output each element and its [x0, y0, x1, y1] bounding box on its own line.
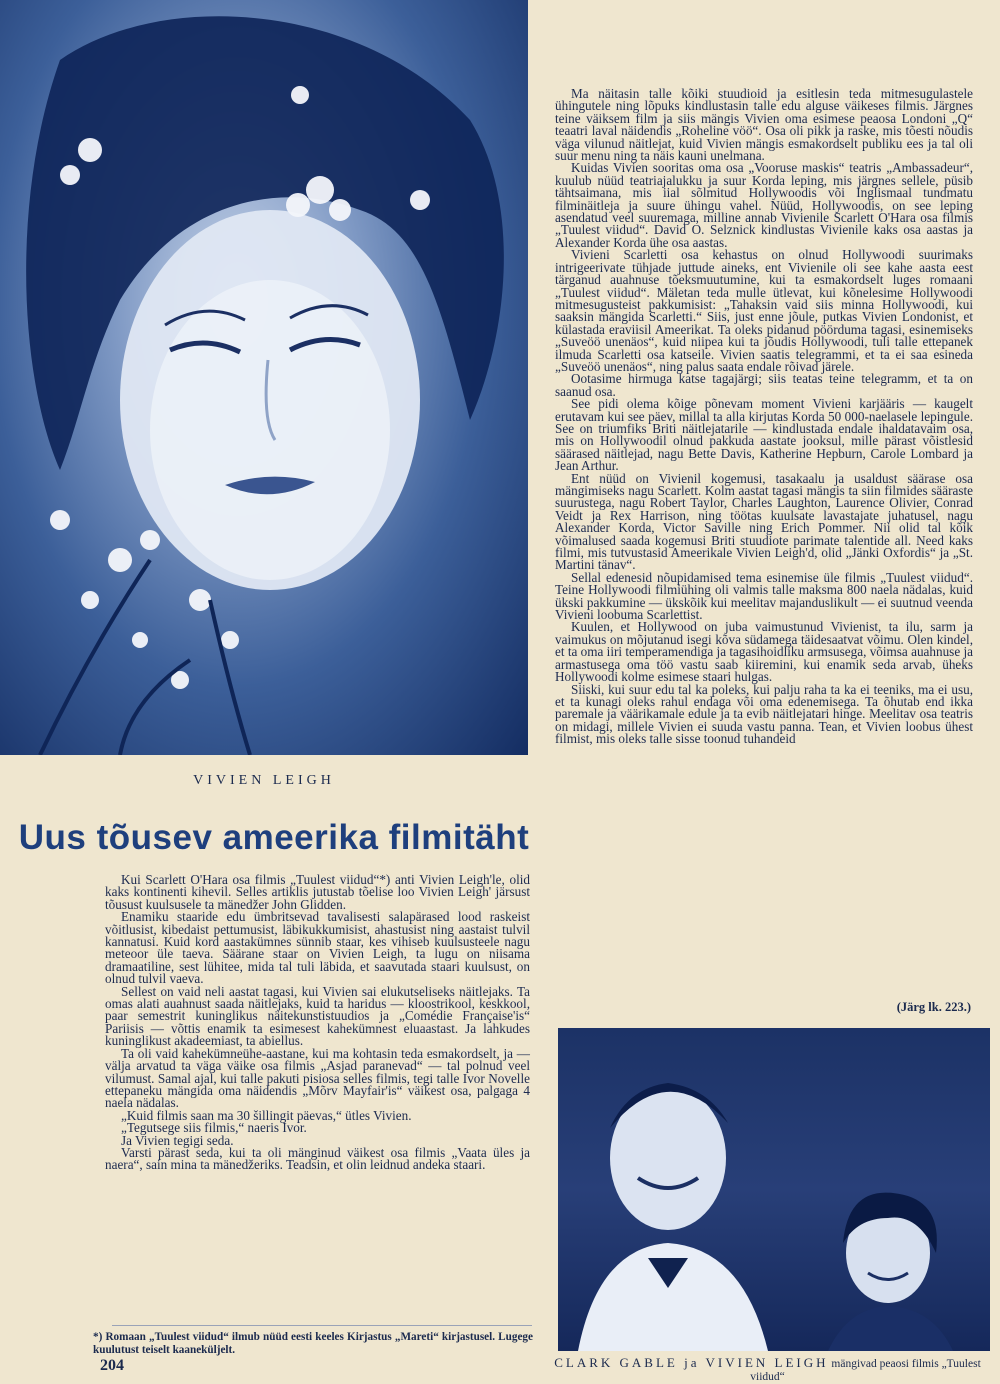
paragraph: Ta oli vaid kahekümneühe-aastane, kui ma kohtasin teda esmakordselt, ja — välja arvatud ta väga väike osa filmis „Asjad paranevad“ — tal polnud veel vilumust. Samal ajal, kui talle pakuti pisiosa selles filmis, tegi talle Ivor Novelle ettepaneku mängida oma näidendis „Mõrv Mayfair'is“ väikest osa, palgaga 4 naela nädalas. — [105, 1045, 530, 1111]
page-number: 204 — [100, 1357, 124, 1374]
continuation-note: (Järg lk. 223.) — [896, 1000, 971, 1014]
paragraph: „Tegutsege siis filmis,“ naeris Ivor. — [121, 1120, 307, 1136]
footnote-rule — [112, 1325, 532, 1326]
paragraph: Sellest on vaid neli aastat tagasi, kui Vivien sai elukutseliseks näitlejaks. Ta omas alati auahnust saada näitlejaks, kuid ta haridus — kloostrikool, keskkool, paar semestrit kuninglikus näitekunstistuudios ja „Comédie Française'is“ Pariisis — võttis enamik ta esimesest kahekümnest eluaastast. Ja lahkudes kuninglikust akadeemiast, ta abiellus. — [105, 983, 530, 1049]
paragraph: See pidi olema kõige põnevam moment Vivieni karjääris — kaugelt erutavam kui see päev, millal ta alla kirjutas Korda 50 000-naelasele lepingule. See on triumfiks Briti näitlejatarile — kindlustada endale ihaldatavaim osa, mis on Hollywoodil olnud pakkuda aastate jooksul, mille pärast võistlesid säärased näitlejad, nagu Bette Davis, Katherine Hepburn, Carole Lombard ja Jean Arthur. — [555, 396, 973, 474]
article-headline: Uus tõusev ameerika filmitäht — [18, 818, 530, 857]
portrait-photo — [0, 0, 528, 755]
gable-leigh-photo — [558, 1028, 990, 1351]
portrait-caption: VIVIEN LEIGH — [193, 773, 335, 788]
paragraph: Ent nüüd on Vivienil kogemusi, tasakaalu ja usaldust säärase osa mängimiseks nagu Scarlett. Kolm aastat tagasi mängis ta siin filmides sääraste suurustega, nagu Robert Taylor, Charles Laughton, Laurence Olivier, Conrad Veidt ja Rex Harrison, ning töötas kuulsate lavastajate juhatusel, nagu Alexander Korda, Victor Saville ning Erich Pommer. Nii olid tal kõik võimalused saada kogemusi Briti stuudiote parimate talentide all. Need kaks filmi, mis tutvustasid Ameerikale Vivien Leigh'd, olid „Jänki Oxfordis“ ja „St. Martini tänav“. — [555, 470, 973, 573]
paragraph: Ja Vivien tegigi seda. — [121, 1132, 234, 1148]
photo-caption-text: mängivad peaosi filmis „Tuulest viidud“ — [750, 1358, 981, 1383]
paragraph: Siiski, kui suur edu tal ka poleks, kui palju raha ta ka ei teeniks, ma ei usu, et ta kunagi oleks rahul endaga või oma edenemisega. Ta õhutab end ikka paremale ja väärikamale edule ja ta evib näitlejatari hinge. Meelitav osa teatris on midagi, millele Vivien ei suuda vastu panna. Tean, et Vivien loobus ühest filmist, mis oleks talle sisse toonud tuhandeid — [555, 681, 973, 747]
right-column — [555, 88, 973, 746]
photo-caption-names: CLARK GABLE ja VIVIEN LEIGH — [554, 1355, 829, 1370]
left-column — [105, 874, 530, 1172]
portrait-illustration — [0, 0, 528, 755]
paragraph: Sellal edenesid nõupidamised temа esinemise üle filmis „Tuulest viidud“. Teine Hollywoodi filmiühing oli valmis talle maksma 800 naela nädalas, kuid ükski pakkumine — ükskõik kui meelitav majanduslikult — ei suutnud veenda Vivieni loobuma Scarlettist. — [555, 569, 973, 623]
paragraph: Enamiku staaride edu ümbritsevad tavalisesti salapärased lood raskeist võitlusist, kibedaist pettumusist, läbikukkumisist, ahastusist ning aastaist tulvil kannatusi. Kuid kord aastakümnes sünnib staar, kes vihiseb kuulsusteele nagu meteoor üle taeva. Säärane staar on Vivien Leigh, ta lugu on niisama dramaatiline, sest lühitee, mida tal tuli läbida, et saavutada staari kuulsust, on olnud tulvil vaeva. — [105, 909, 530, 987]
paragraph: Kuulen, et Hollywood on juba vaimustunud Vivienist, ta ilu, sarm ja vaimukus on mõjutanud isegi kõva südamega täidesaatvat võimu. Olen kindel, et ta oma iiri temperamendiga ja tagasihoidliku armsusega, võimsa auahnuse ja armastusega oma töö vastu saab kiiremini, kui enamik seda arvab, üheks Hollywoodi kolme esimese staari hulgas. — [555, 619, 973, 685]
paragraph: Vivieni Scarletti osa kehastus on olnud Hollywoodi suurimaks intrigeerivate tühjade juttude aineks, ent Vivienile oli see kahe aasta eest tärganud auahnuse tõeksmuutumine, kui ta esmakordselt luges romaani „Tuulest viidud“. Mäletan teda mulle ütlevat, kui kõnelesime Hollywoodi mitmesugusteist pakkumisist: „Tahaksin vaid siis minna Hollywoodi, kui saaksin mängida Scarletti.“ Siis, just enne jõule, putkas Vivien Londonist, et külastada eraviisil Ameerikat. Ta oleks pidanud pöörduma tagasi, esinemiseks „Suveöö unenäos“, kuid niipea kui ta jõudis Hollywoodi, tuli talle ettepanek ilmuda Scarletti osa katseile. Vivien saatis telegrammi, et ta ei saa esineda „Suveöö unenäos“, ning palus saata endale rõivad järele. — [555, 247, 973, 374]
paragraph: Varsti pärast seda, kui ta oli mänginud väikest osa filmis „Vaata üles ja naera“, sain mina ta mänedžeriks. Teadsin, et olin leidnud andeka staari. — [105, 1144, 530, 1173]
footnote: *) Romaan „Tuulest viidud“ ilmub nüüd eesti keeles Kirjastus „Mareti“ kirjastusel. Lugege kuulutust teiselt kaaneküljelt. — [93, 1331, 533, 1356]
paragraph: Kui Scarlett O'Hara osa filmis „Tuulest viidud“*) anti Vivien Leigh'le, olid kaks kontinenti kihevil. Selles artiklis jutustab tõelise loo Vivien Leigh' järsust tõusust kuulsusele ta mänedžer John Glidden. — [105, 872, 530, 912]
photo-illustration — [558, 1028, 990, 1351]
paragraph: Kuidas Vivien sooritas oma osa „Vooruse maskis“ teatris „Ambassadeur“, kuulub nüüd teatriajalukku ja suur Korda leping, mis järgnes sellele, püsib tähtsaimana, mis iial sõlmitud Hollywoodis või Inglismaal tundmatu filminäitleja ja suure ühingu vahel. Nüüd, Hollywoodis, on see leping asendatud veel suuremaga, milline annab Vivienile Scarlett O'Hara osa filmis „Tuulest viidud“. David O. Selznick kindlustas Vivienile kaks osa aastas ja Alexander Korda ühe osa aastas. — [555, 160, 973, 250]
paragraph: Ma näitasin talle kõiki stuudioid ja esitlesin teda mitmesugulastele ühingutele ning lõpuks kindlustasin talle edu alguse väikeses filmis. Järgnes teine väiksem film ja siis mängis Vivien oma esimese peaosa Londoni „Q“ teaatri laval näidendis „Roheline vöö“. Osa oli pikk ja raske, mis tõesti nõudis väga vilunud näitlejat, kuid Vivien mängis esmakordselt publiku ees ja tal oli suur menu ning ta näis kauni unelmana. — [555, 86, 973, 164]
paragraph: „Kuid filmis saan ma 30 šillingit päevas,“ ütles Vivien. — [121, 1107, 412, 1123]
paragraph: Ootasime hirmuga katse tagajärgi; siis teatas teine telegramm, et ta on saanud osa. — [555, 371, 973, 399]
photo-caption — [545, 1356, 990, 1384]
